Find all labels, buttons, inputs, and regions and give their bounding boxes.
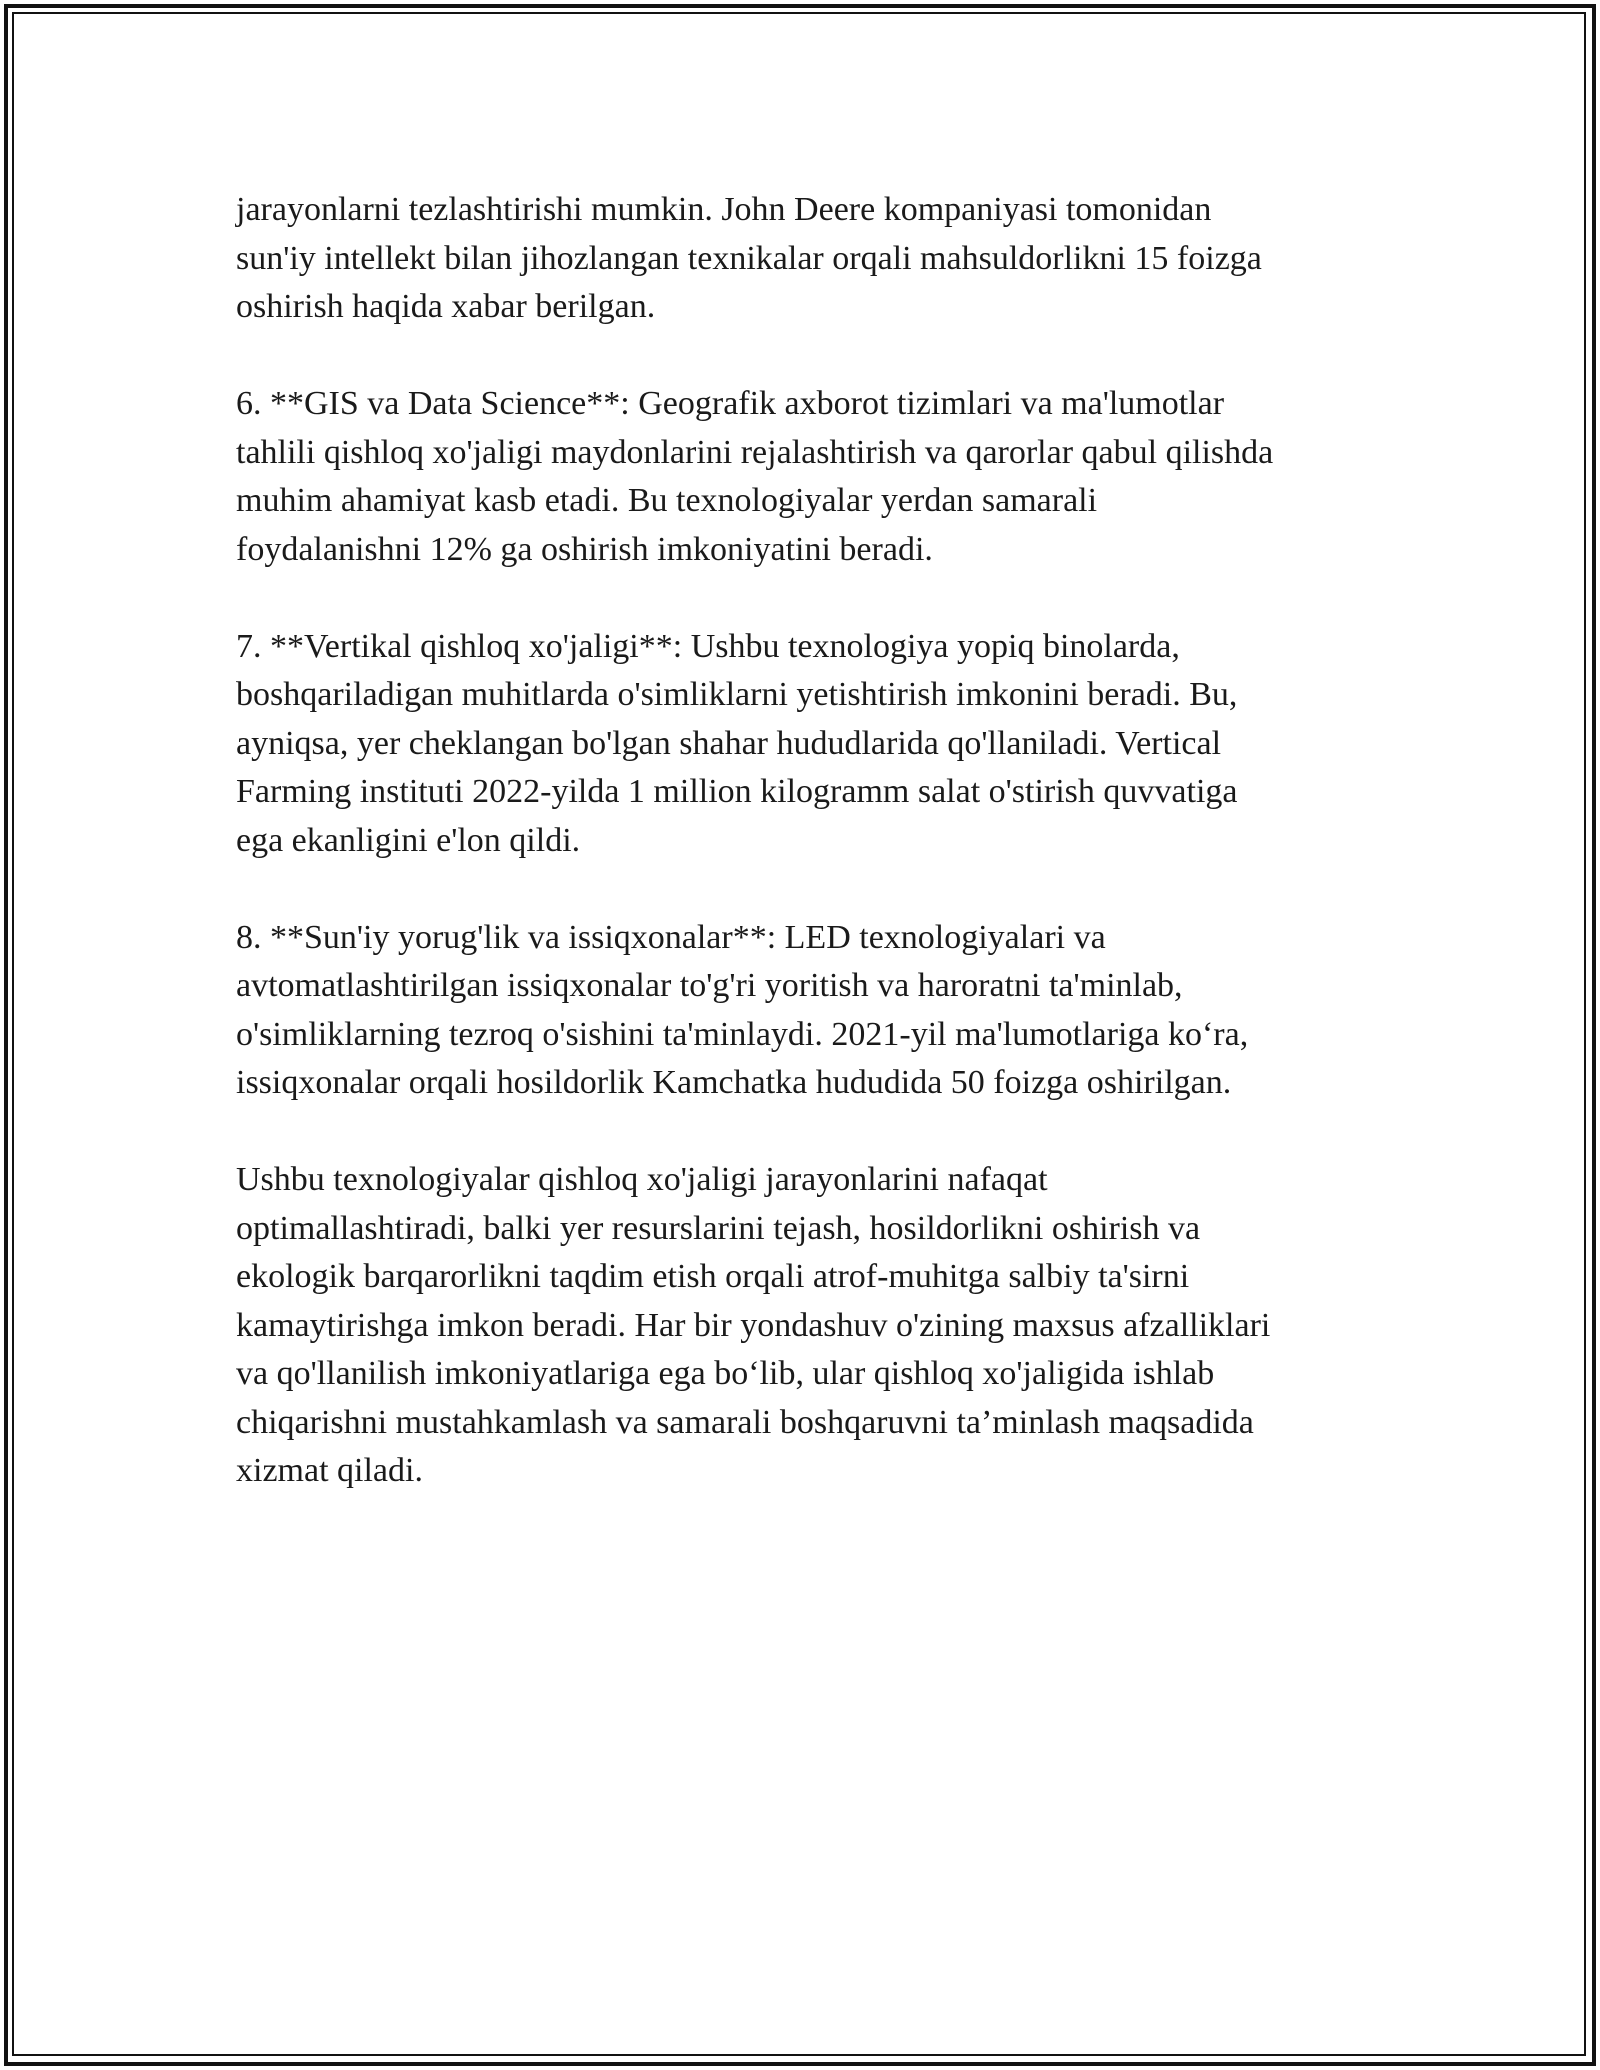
paragraph-gis-data-science: 6. **GIS va Data Science**: Geografik axborot tizimlari va ma'lumotlar tahlili qishloq xo'jaligi maydonlarini rejalashtirish va qarorlar qabul qilishda muhim ahamiyat kasb etadi. Bu texnologiyalar yerdan samarali foydalanishni 12% ga oshirish imkoniyatini beradi. <box>236 385 1274 568</box>
document-body <box>236 186 1386 1544</box>
paragraph-conclusion: Ushbu texnologiyalar qishloq xo'jaligi jarayonlarini nafaqat optimallashtiradi, balki yer resurslarini tejash, hosildorlikni oshirish va ekologik barqarorlikni taqdim etish orqali atrof-muhitga salbiy ta'sirni kamaytirishga imkon beradi. Har bir yondashuv o'zining maxsus afzalliklari va qo'llanilish imkoniyatlariga ega boʻlib, ular qishloq xo'jaligida ishlab chiqarishni mustahkamlash va samarali boshqaruvni ta’minlash maqsadida xizmat qiladi. <box>236 1161 1271 1489</box>
paragraph-continuation: jarayonlarni tezlashtirishi mumkin. John Deere kompaniyasi tomonidan sun'iy intellekt bilan jihozlangan texnikalar orqali mahsuldorlikni 15 foizga oshirish haqida xabar berilgan. <box>236 191 1262 325</box>
paragraph-vertical-farming: 7. **Vertikal qishloq xo'jaligi**: Ushbu texnologiya yopiq binolarda, boshqariladigan muhitlarda o'simliklarni yetishtirish imkonini beradi. Bu, ayniqsa, yer cheklangan bo'lgan shahar hududlarida qo'llaniladi. Vertical Farming instituti 2022-yilda 1 million kilogramm salat o'stirish quvvatiga ega ekanligini e'lon qildi. <box>236 627 1238 859</box>
paragraph-artificial-lighting: 8. **Sun'iy yorug'lik va issiqxonalar**: LED texnologiyalari va avtomatlashtirilgan issiqxonalar to'g'ri yoritish va haroratni ta'minlab, o'simliklarning tezroq o'sishini ta'minlaydi. 2021-yil ma'lumotlariga koʻra, issiqxonalar orqali hosildorlik Kamchatka hududida 50 foizga oshirilgan. <box>236 918 1249 1101</box>
